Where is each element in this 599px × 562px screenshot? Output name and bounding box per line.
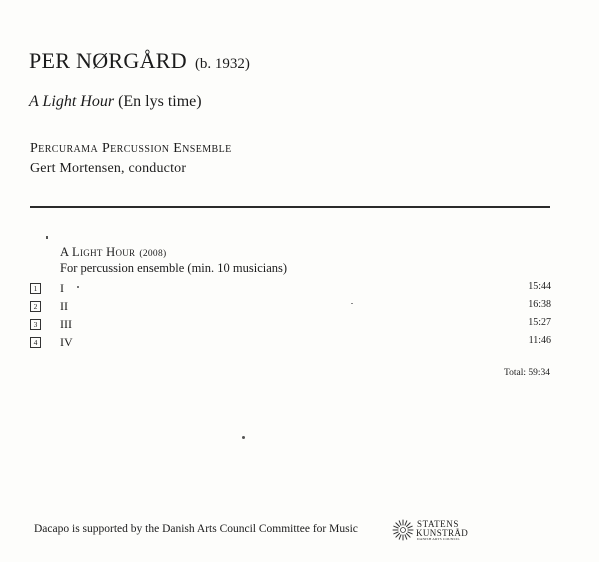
piece-title [60, 245, 167, 260]
piece-title-text: A Light Hour [60, 245, 136, 259]
track-name: III [60, 317, 72, 331]
track-row [30, 299, 551, 317]
print-speck [46, 236, 48, 239]
track-name: IV [60, 335, 73, 349]
divider-rule [30, 206, 550, 208]
track-duration: 16:38 [528, 299, 551, 310]
track-number-box: 4 [30, 337, 41, 348]
track-duration: 15:44 [528, 281, 551, 292]
total-duration: Total: 59:34 [503, 368, 550, 378]
track-number-box: 1 [30, 283, 41, 294]
logo-text-council: DANISH ARTS COUNCIL [417, 537, 460, 541]
footer-credit: Dacapo is supported by the Danish Arts Council Committee for Music [34, 523, 358, 535]
track-row [30, 335, 551, 353]
track-duration: 15:27 [528, 317, 551, 328]
piece-subtitle: For percussion ensemble (min. 10 musicians) [60, 261, 288, 275]
sunburst-icon [392, 519, 414, 541]
work-title-italic: A Light Hour [29, 93, 115, 110]
composer-years: (b. 1932) [194, 56, 250, 72]
logo-text-kunstrad: KUNSTRÅD [416, 528, 469, 538]
conductor-name: Gert Mortensen, conductor [30, 161, 187, 176]
work-title-translation: (En lys time) [118, 93, 202, 110]
work-title [29, 93, 202, 111]
track-number-box: 3 [30, 319, 41, 330]
track-name: I [60, 281, 64, 295]
track-duration: 11:46 [528, 335, 551, 346]
statens-kunstrad-logo [392, 519, 476, 543]
track-name: II [60, 299, 68, 313]
piece-year: (2008) [139, 249, 167, 259]
track-row [30, 317, 551, 335]
logo-text-statens: STATENS [417, 519, 459, 529]
print-speck [242, 436, 245, 439]
track-number-box: 2 [30, 301, 41, 312]
ensemble-name: Percurama Percussion Ensemble [30, 141, 232, 156]
composer-name: PER NØRGÅRD [29, 48, 187, 73]
track-row [30, 281, 551, 299]
composer-heading [29, 48, 250, 74]
